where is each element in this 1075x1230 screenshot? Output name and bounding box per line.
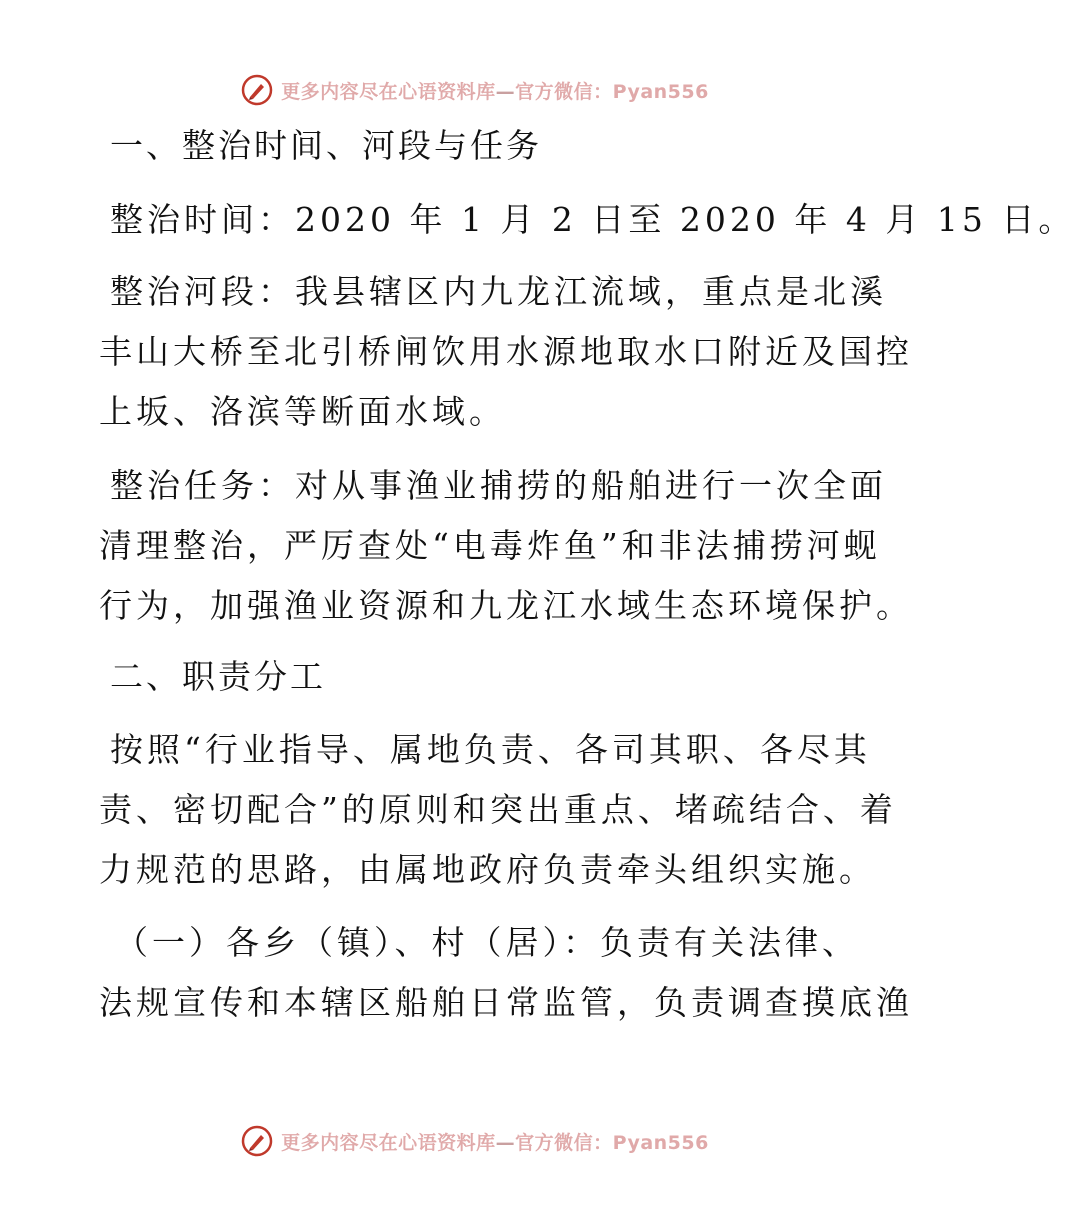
paragraph-line: 力规范的思路，由属地政府负责牵头组织实施。 [99, 850, 876, 889]
watermark-text: 更多内容尽在心语资料库—官方微信：Pyan556 [281, 1131, 709, 1154]
paragraph-line: 整治时间：2020 年 1 月 2 日至 2020 年 4 月 15 日。 [110, 200, 1075, 239]
watermark-bottom [0, 1121, 950, 1161]
paragraph-line: 整治任务：对从事渔业捕捞的船舶进行一次全面 [110, 466, 887, 505]
watermark-text: 更多内容尽在心语资料库—官方微信：Pyan556 [281, 80, 709, 103]
paragraph-line: 丰山大桥至北引桥闸饮用水源地取水口附近及国控 [99, 332, 913, 371]
paragraph-line: （一）各乡（镇）、村（居）：负责有关法律、 [115, 923, 859, 962]
pen-logo-icon [241, 1125, 273, 1157]
paragraph-line: 整治河段：我县辖区内九龙江流域，重点是北溪 [110, 272, 887, 311]
paragraph-line: 法规宣传和本辖区船舶日常监管，负责调查摸底渔 [99, 983, 913, 1022]
paragraph-line: 责、密切配合”的原则和突出重点、堵疏结合、着 [99, 790, 897, 829]
paragraph-line: 行为，加强渔业资源和九龙江水域生态环境保护。 [99, 586, 913, 625]
paragraph-line: 上坂、洛滨等断面水域。 [99, 392, 506, 431]
paragraph-line: 清理整治，严厉查处“电毒炸鱼”和非法捕捞河蚬 [99, 526, 881, 565]
section-heading-2: 二、职责分工 [110, 657, 326, 696]
paragraph-line: 按照“行业指导、属地负责、各司其职、各尽其 [110, 730, 871, 769]
section-heading-1: 一、整治时间、河段与任务 [110, 126, 542, 165]
